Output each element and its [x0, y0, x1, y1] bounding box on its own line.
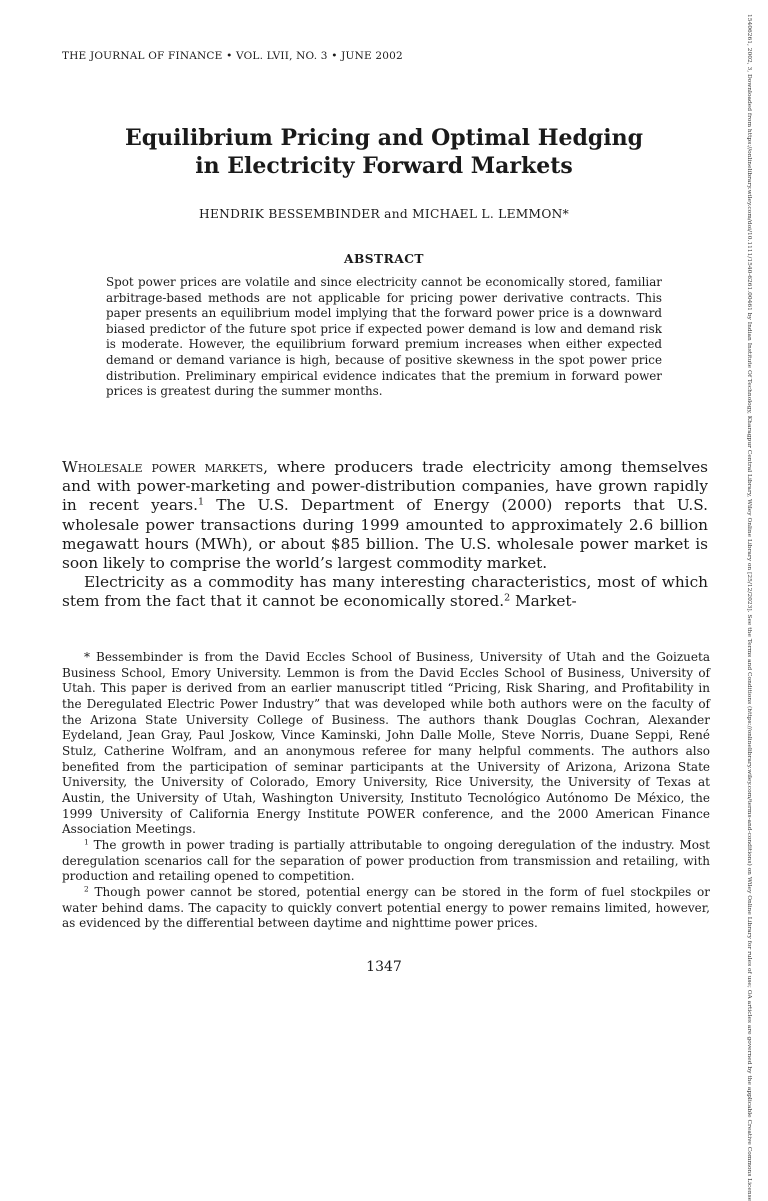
running-head: THE JOURNAL OF FINANCE • VOL. LVII, NO. 3 • JUNE 2002: [62, 50, 403, 62]
footnote-1: [62, 838, 710, 885]
footnote-marker-1[interactable]: 1: [197, 496, 205, 508]
body-paragraph-2: [62, 573, 708, 611]
lead-in-small-caps: Wholesale power markets: [62, 458, 264, 476]
paper-title: [60, 124, 708, 180]
abstract-text: Spot power prices are volatile and since electricity cannot be economically stored, familiar arbitrage-based methods are not applicable for pricing power derivative contracts. This paper presents an equilibrium model implying that the forward power price is a downward biased predictor of the future spot price if expected power demand is low and demand risk is moderate. However, the equilibrium forward premium increases when either expected demand or demand variance is high, because of positive skewness in the spot power price distribution. Preliminary empirical evidence indicates that the premium in forward power prices is greatest during the summer months.: [106, 275, 662, 399]
abstract-heading: ABSTRACT: [344, 252, 424, 266]
footnote-1-number: 1: [84, 837, 89, 847]
page-number: 1347: [366, 959, 402, 975]
author-line: HENDRIK BESSEMBINDER and MICHAEL L. LEMMON*: [199, 207, 569, 221]
footnote-2-number: 2: [84, 884, 89, 894]
footnote-marker-2[interactable]: 2: [504, 592, 511, 604]
download-notice-text: 15406261, 2002, 3, Downloaded from https://onlinelibrary.wiley.com/doi/10.1111/1540-6261.00461 by Indian Institute Of Technology, Kharagpur Central Library, Wiley Online Library on [25/12/2023]. See the Terms and Conditions (https://onlinelibrary.wiley.com/terms-and-conditions) on Wiley Online Library for rules of use; OA articles are governed by the applicable Creative Commons License: [746, 14, 752, 1201]
title-line-1: Equilibrium Pricing and Optimal Hedging: [125, 125, 643, 151]
download-notice-sidebar: [740, 14, 754, 1201]
footnote-2: [62, 885, 710, 932]
footnote-2-text: Though power cannot be stored, potential energy can be stored in the form of fuel stockpiles or water behind dams. The capacity to quickly convert potential energy to power remains limited, however, as evidenced by the differential between daytime and nighttime power prices.: [62, 884, 710, 931]
body-p2-text-b: Market-: [510, 592, 577, 611]
footnote-author: * Bessembinder is from the David Eccles School of Business, University of Utah and the Goizueta Business School, Emory University. Lemmon is from the David Eccles School of Business, University of Utah. This paper is derived from an earlier manuscript titled “Pricing, Risk Sharing, and Profitability in the Deregulated Electric Power Industry” that was developed while both authors were on the faculty of the Arizona State University College of Business. The authors thank Douglas Cochran, Alexander Eydeland, Jean Gray, Paul Joskow, Vince Kaminski, John Dalle Molle, Steve Norris, Duane Seppi, René Stulz, Catherine Wolfram, and an anonymous referee for many helpful comments. The authors also benefited from the participation of seminar participants at the University of Arizona, Arizona State University, the University of Colorado, Emory University, Rice University, the University of Texas at Austin, the University of Utah, Washington University, Instituto Tecnológico Autónomo De México, the 1999 University of California Energy Institute POWER conference, and the 2000 American Finance Association Meetings.: [62, 650, 710, 837]
body-text: [62, 458, 708, 612]
body-paragraph-1: [62, 458, 708, 573]
title-line-2: in Electricity Forward Markets: [195, 153, 573, 179]
body-p2-text-a: Electricity as a commodity has many interesting characteristics, most of which stem from the fact that it cannot be economically stored.: [62, 573, 708, 611]
body-p1-text-a: , where producers trade electricity among themselves and with power-marketing and power-distribution companies, have grown rapidly in recent years.: [62, 458, 709, 515]
footnotes: [62, 650, 710, 932]
body-p1-text-b: The U.S. Department of Energy (2000) reports that U.S. wholesale power transactions during 1999 amounted to approximately 2.6 billion megawatt hours (MWh), or about $85 billion. The U.S. wholesale power market is soon likely to comprise the world’s largest commodity market.: [62, 496, 708, 573]
footnote-1-text: The growth in power trading is partially attributable to ongoing deregulation of the industry. Most deregulation scenarios call for the separation of power production from transmission and retailing, with production and retailing opened to competition.: [62, 837, 710, 884]
